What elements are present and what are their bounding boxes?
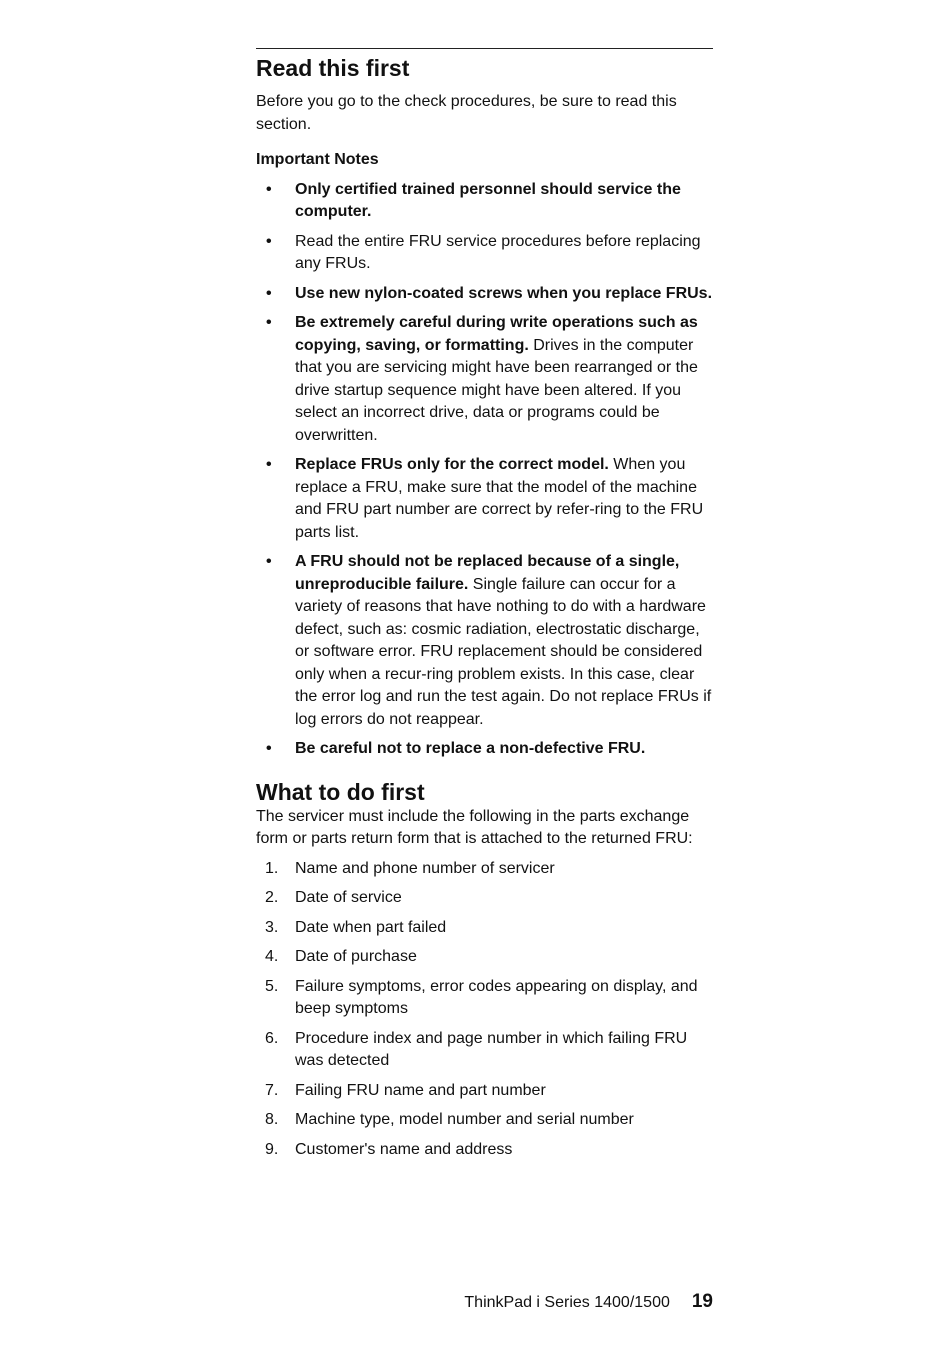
note-bold-text: A FRU should not be replaced because of a single, unreproducible failure. [295, 553, 680, 593]
note-bold-text: Replace FRUs only for the correct model. [295, 456, 609, 473]
bullet-icon: • [266, 232, 272, 250]
document-page [256, 48, 713, 1168]
list-item [256, 1080, 713, 1103]
step-number: 4. [265, 948, 279, 965]
step-number: 9. [265, 1140, 279, 1158]
page-number: 19 [691, 1291, 713, 1312]
step-number: 2. [265, 889, 279, 906]
step-number: 1. [265, 859, 279, 877]
step-text: Date when part failed [295, 918, 447, 936]
list-item [256, 231, 713, 276]
note-text: When you replace a FRU, make sure that the model of the machine and FRU part number are correct by refer-ring to the FRU parts list. [295, 456, 704, 541]
list-item [256, 738, 713, 761]
list-item [256, 179, 713, 224]
note-bold-text: Use new nylon-coated screws when you replace FRUs. [295, 284, 713, 302]
step-number: 3. [265, 918, 279, 936]
list-item [256, 312, 713, 447]
list-item [256, 946, 713, 969]
note-text: Read the entire FRU service procedures before replacing any FRUs. [295, 232, 701, 272]
step-number: 6. [265, 1029, 279, 1047]
note-bold-text: Be careful not to replace a non-defective FRU. [295, 740, 646, 757]
step-number: 8. [265, 1111, 279, 1128]
step-text: Date of service [295, 889, 402, 906]
list-item [256, 887, 713, 910]
list-item [256, 1109, 713, 1132]
bullet-icon: • [266, 314, 272, 331]
step-text: Failing FRU name and part number [295, 1081, 546, 1099]
top-rule [256, 48, 713, 49]
note-bold-text: Only certified trained personnel should service the computer. [295, 180, 681, 220]
step-text: Procedure index and page number in which failing FRU was detected [295, 1029, 688, 1069]
step-text: Machine type, model number and serial number [295, 1111, 634, 1128]
list-item [256, 1028, 713, 1073]
section-heading-what-to-do-first: What to do first [256, 778, 425, 805]
section-heading-read-this-first: Read this first [256, 55, 410, 81]
list-item [256, 454, 713, 544]
page-footer [464, 1290, 713, 1315]
list-item [256, 917, 713, 940]
step-text: Name and phone number of servicer [295, 859, 555, 877]
section-intro: Before you go to the check procedures, be sure to read this section. [256, 93, 677, 133]
important-notes-heading: Important Notes [256, 151, 379, 168]
important-notes-list [256, 179, 713, 761]
list-item [256, 976, 713, 1021]
step-number: 7. [265, 1081, 279, 1099]
bullet-icon: • [266, 553, 272, 570]
step-number: 5. [265, 977, 279, 995]
bullet-icon: • [266, 180, 272, 198]
bullet-icon: • [266, 740, 272, 757]
list-item [256, 1139, 713, 1162]
return-form-checklist [256, 858, 713, 1162]
bullet-icon: • [266, 284, 272, 302]
note-bold-text: Be extremely careful during write operations such as copying, saving, or formatting. [295, 314, 698, 354]
step-text: Failure symptoms, error codes appearing on display, and beep symptoms [295, 977, 698, 1017]
list-item [256, 283, 713, 306]
note-text: Single failure can occur for a variety of reasons that have nothing to do with a hardware defect, such as: cosmic radiation, electrostatic discharge, or software error. FRU replacement should be considered only when a recur-ring problem exists. In this case, clear the error log and run the test again. Do not replace FRUs if log errors do not reappear. [295, 575, 712, 728]
step-text: Customer's name and address [295, 1140, 513, 1158]
bullet-icon: • [266, 456, 272, 473]
section-intro: The servicer must include the following in the parts exchange form or parts return form that is attached to the returned FRU: [256, 807, 693, 847]
note-text: Drives in the computer that you are servicing might have been rearranged or the drive startup sequence might have been altered. If you select an incorrect drive, data or programs could be overwritten. [295, 336, 698, 444]
step-text: Date of purchase [295, 948, 417, 965]
list-item [256, 551, 713, 731]
list-item [256, 858, 713, 881]
footer-book-title: ThinkPad i Series 1400/1500 [464, 1294, 670, 1311]
